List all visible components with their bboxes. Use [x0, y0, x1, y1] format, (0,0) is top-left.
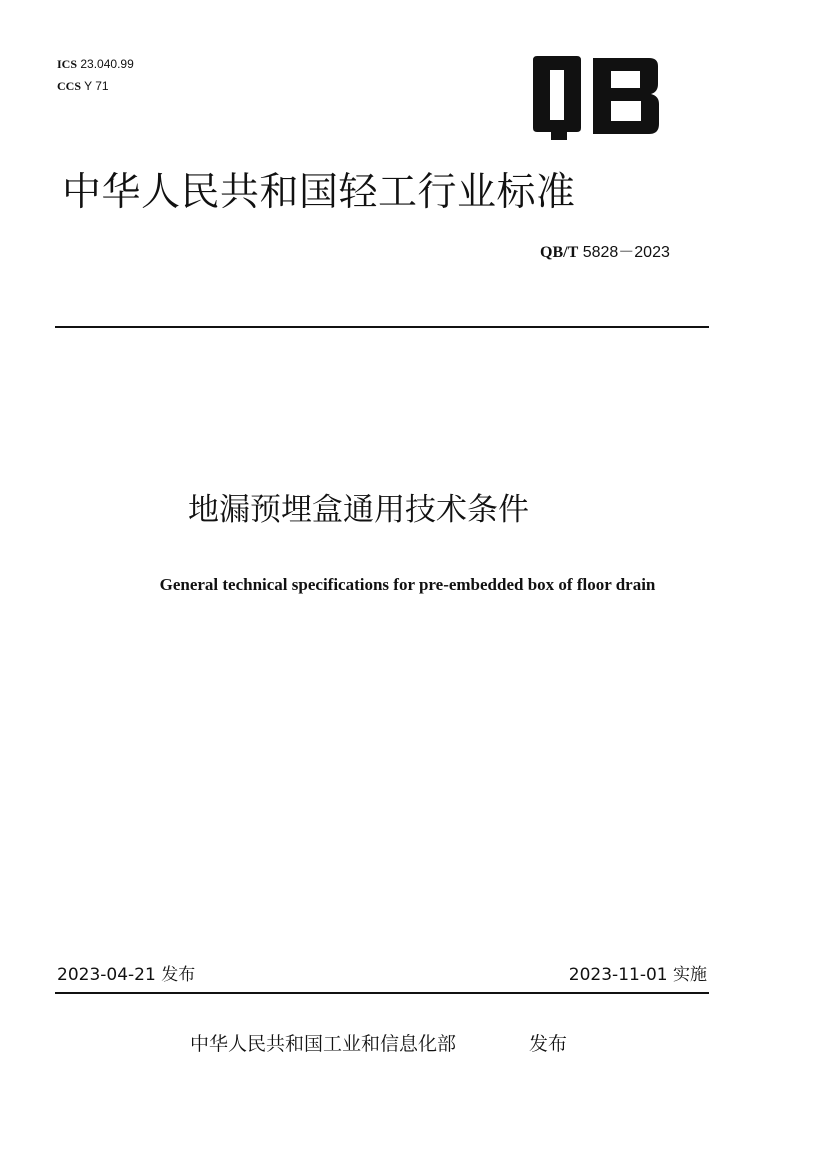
issuer-action: 发布 — [529, 1033, 568, 1055]
implementation-date: 2023-11-01 实施 — [568, 965, 707, 985]
bottom-divider — [55, 992, 709, 994]
standard-code-prefix: QB/T — [540, 244, 579, 261]
qb-logo — [511, 46, 663, 146]
top-divider — [55, 326, 709, 328]
ccs-label: CCS — [57, 79, 82, 93]
issuer-name: 中华人民共和国工业和信息化部 — [190, 1033, 457, 1055]
ccs-classification — [57, 78, 109, 94]
standard-category: 中华人民共和国轻工行业标准 — [62, 170, 576, 215]
standard-code — [540, 242, 670, 264]
ccs-value: Y 71 — [84, 79, 109, 93]
ics-label: ICS — [57, 57, 78, 71]
issue-date: 2023-04-21 发布 — [57, 965, 196, 985]
title-english: General technical specifications for pre-embedded box of floor drain — [159, 575, 656, 594]
ics-value: 23.040.99 — [80, 57, 134, 71]
title-chinese: 地漏预埋盒通用技术条件 — [188, 492, 529, 528]
ics-classification — [57, 56, 134, 72]
standard-code-number: 5828－2023 — [582, 244, 670, 261]
